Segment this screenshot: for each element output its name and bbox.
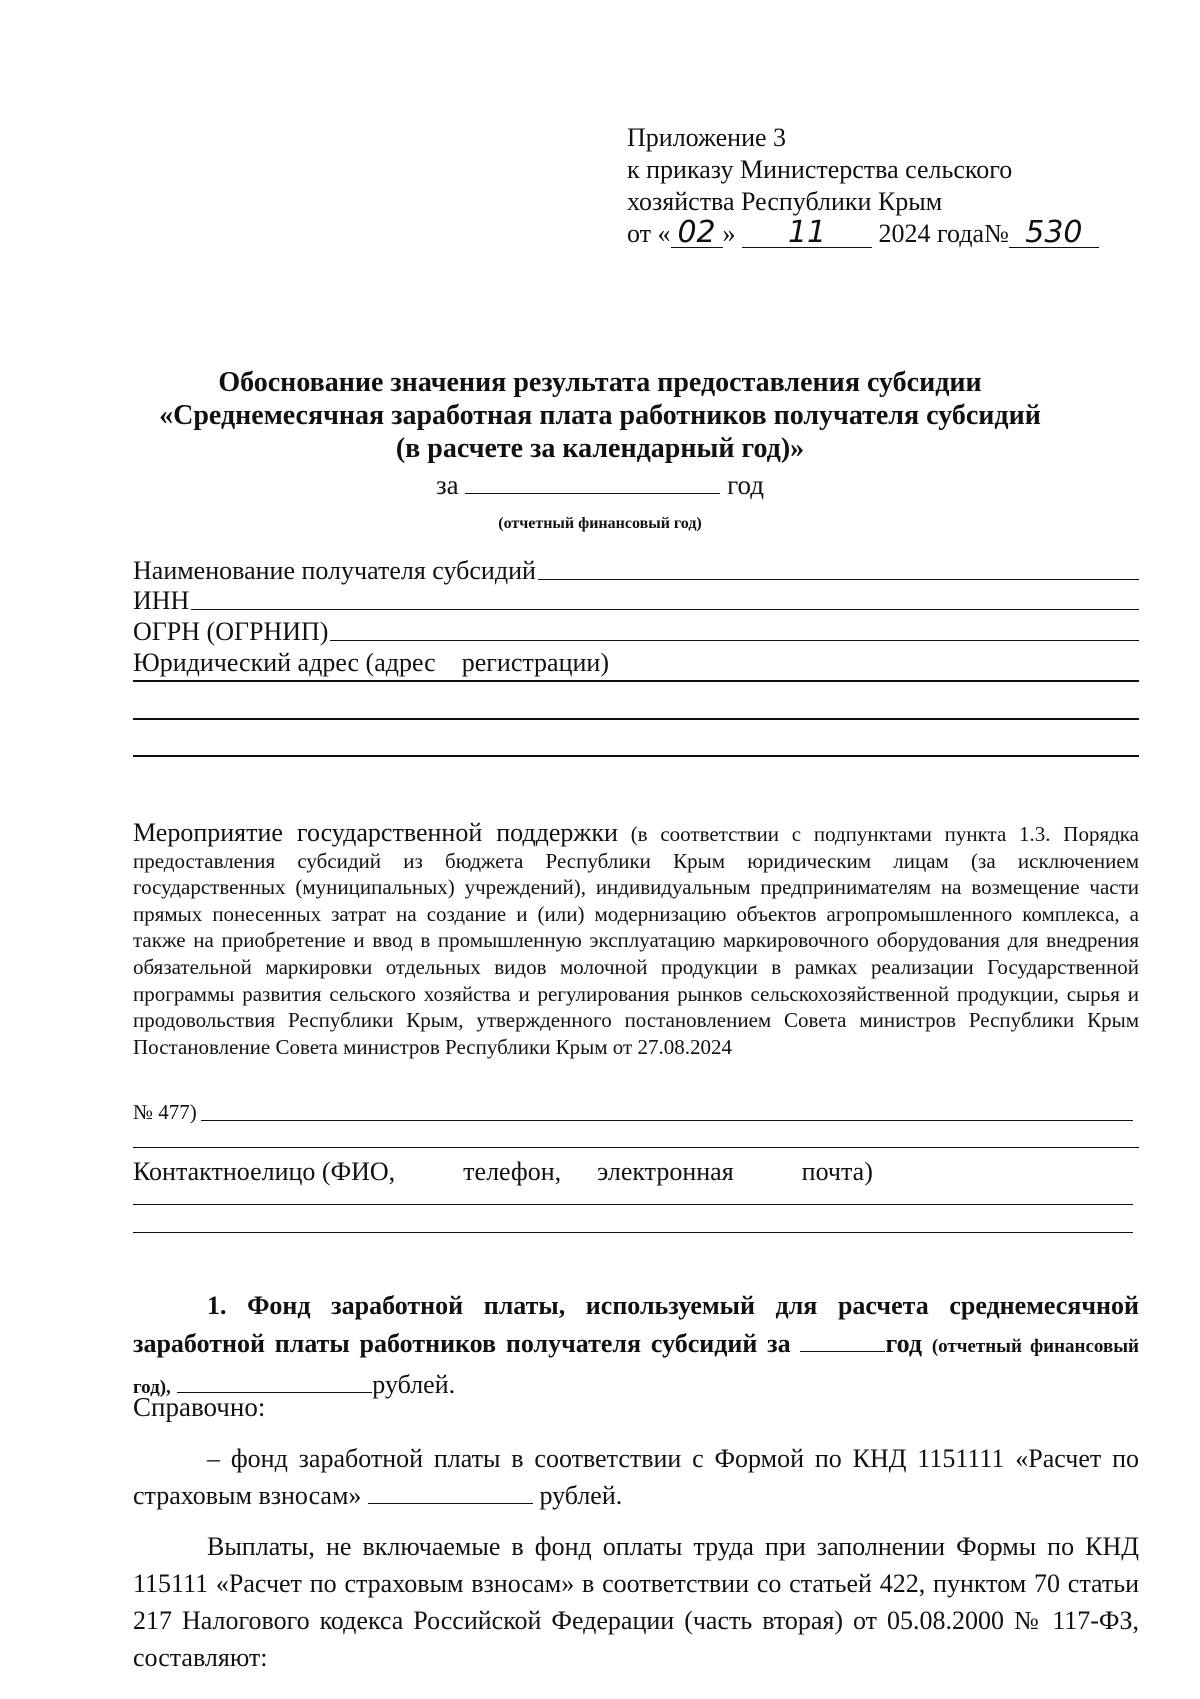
reference-amount-blank [368, 1485, 533, 1504]
contact-w1: Контактноелицо (ФИО, [133, 1157, 396, 1186]
section-1-text: 1. Фонд заработной платы, используемый для расчета среднемесячной заработной платы работников получателя субсидий за [133, 1291, 1139, 1358]
za-label: за [435, 470, 459, 500]
recipient-name-blank [538, 577, 1139, 580]
title-line-2: «Среднемесячная заработная плата работников получателя субсидий [159, 400, 1041, 431]
support-measure-last-line [133, 1100, 1133, 1125]
contact-w2: телефон, [463, 1157, 562, 1186]
recipient-name-field [133, 556, 1139, 586]
section-1-paragraph [133, 1287, 1139, 1407]
handwritten-order-number: 530 [1009, 219, 1099, 248]
reporting-year-line [0, 470, 1200, 501]
reference-rubles: рублей. [539, 1481, 623, 1510]
date-prefix: от « [627, 219, 671, 248]
ogrn-label: ОГРН (ОГРНИП) [133, 617, 329, 646]
section-1-rubles: рублей. [372, 1370, 456, 1399]
inn-blank [191, 607, 1139, 610]
contact-line-1 [133, 1204, 1133, 1205]
legal-address-label: Юридический адрес (адрес регистрации) [133, 648, 609, 677]
contact-line-2 [133, 1232, 1133, 1233]
support-measure-blank [201, 1120, 1133, 1121]
ogrn-blank [330, 638, 1139, 641]
support-measure-number: № 477) [133, 1100, 197, 1124]
section-1-amount-blank [177, 1372, 372, 1393]
contact-w4: почта) [801, 1157, 873, 1186]
god-label: год [727, 470, 765, 500]
handwritten-month: 11 [742, 219, 872, 248]
reporting-year-caption: (отчетный финансовый год) [498, 515, 702, 532]
section-1-caption: (отчетный финансовый год), [133, 1336, 1139, 1398]
support-measure-paragraph [133, 820, 1139, 1060]
inn-label: ИНН [133, 586, 190, 615]
support-measure-text: (в соответствии с подпунктами пункта 1.3. Порядка предоставления субсидий из бюджета Республики Крым юридическим лицам (за исключением государственных (муниципальных) учреждений), индивидуальным предпринимателям на возмещение части прямых понесенных затрат на создание и (или) модернизацию объектов агропромышленного комплекса, а также на приобретение и ввод в промышленную эксплуатацию маркировочного оборудования для внедрения обязательной маркировки отдельных видов молочной продукции в рамках реализации Государственной программы развития сельского хозяйства и регулирования рынков сельскохозяйственной продукции, сырья и продовольствия Республики Крым, утвержденного постановлением Совета министров Республики Крым Постановление Совета министров Республики Крым от 27.08.2024 [133, 822, 1140, 1059]
appendix-ministry: хозяйства Республики Крым [627, 187, 943, 216]
reference-bullet-text: – фонд заработной платы в соответствии с Формой по КНД 1151111 «Расчет по страховым взносам» [133, 1444, 1139, 1510]
title-line-3: (в расчете за календарный год)» [395, 433, 805, 464]
contact-w3: электронная [597, 1157, 734, 1186]
document-title [80, 366, 1120, 465]
appendix-block [627, 122, 1147, 250]
ogrn-field [133, 617, 1139, 647]
legal-address-field [133, 648, 1139, 678]
address-line-2 [133, 718, 1139, 720]
contact-person-line [133, 1157, 933, 1187]
date-year: 2024 года№ [878, 219, 1009, 248]
appendix-date-line [627, 215, 1147, 250]
year-blank [465, 471, 720, 494]
recipient-name-label: Наименование получателя субсидий [133, 556, 536, 585]
appendix-title: Приложение 3 [627, 123, 787, 152]
reference-heading: Справочно: [133, 1392, 266, 1422]
inn-field [133, 586, 1139, 616]
section-1-god: год [885, 1329, 923, 1358]
support-measure-lead: Мероприятие государственной поддержки [133, 818, 618, 847]
appendix-order-ref: к приказу Министерства сельского [627, 155, 1013, 184]
section-1-year-blank [800, 1331, 885, 1352]
reference-bullet [133, 1440, 1139, 1514]
date-mid: » [722, 219, 736, 248]
address-line-3 [133, 755, 1139, 757]
title-line-1: Обоснование значения результата предоставления субсидии [218, 367, 982, 398]
handwritten-day: 02 [671, 219, 723, 248]
support-measure-line-2 [133, 1147, 1139, 1148]
payments-paragraph: Выплаты, не включаемые в фонд оплаты труда при заполнении Формы по КНД 115111 «Расчет по страховым взносам» в соответствии со статьей 422, пунктом 70 статьи 217 Налогового кодекса Российской Федерации (часть вторая) от 05.08.2000 № 117-ФЗ, составляют: [133, 1532, 1139, 1672]
legal-address-underline [133, 680, 1139, 682]
